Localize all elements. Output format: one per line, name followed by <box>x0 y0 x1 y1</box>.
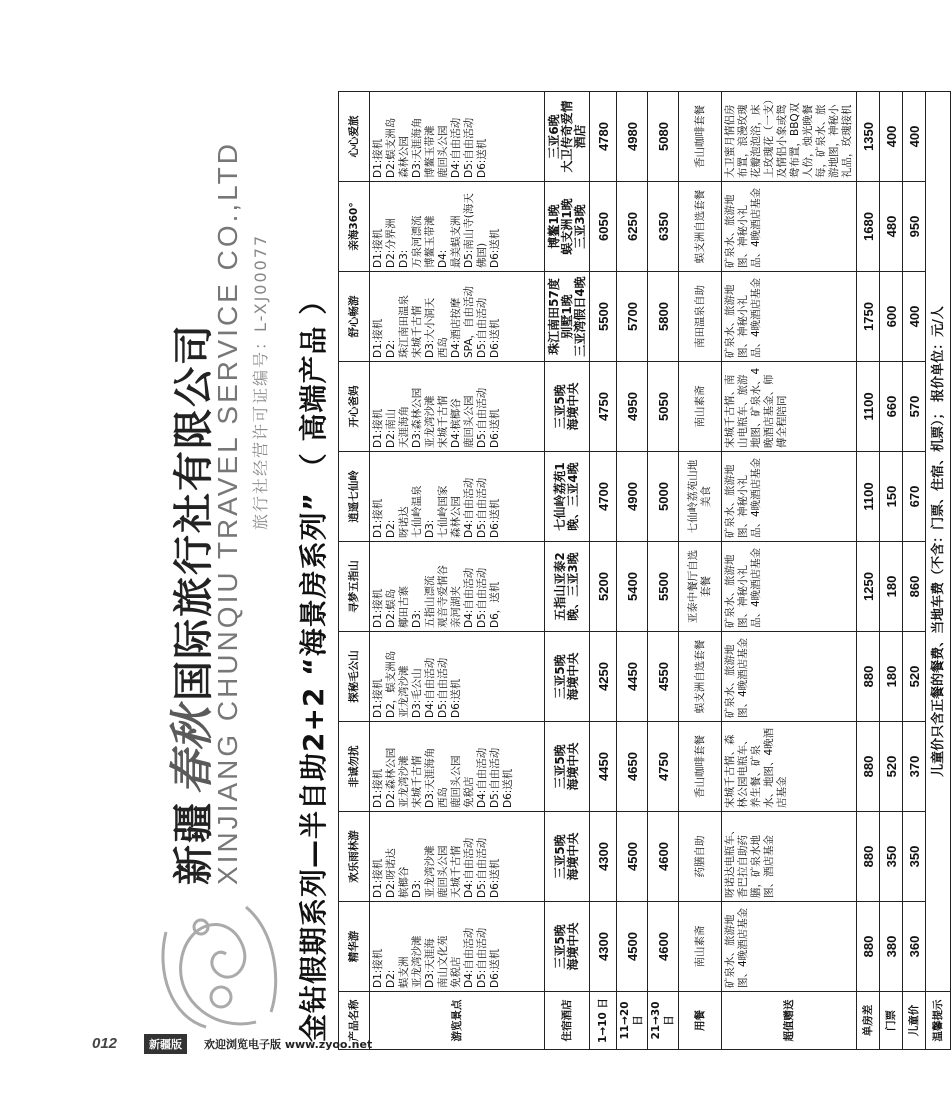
meal-row-cell: 南田温泉自助 <box>679 272 722 362</box>
hotel-row-cell <box>545 812 590 902</box>
ticket-row-cell: 520 <box>880 722 903 812</box>
itinerary-line: D1:接机 <box>372 228 384 268</box>
hotel-line: 七仙岭荔苑1晚、三亚4晚 <box>553 462 580 531</box>
itinerary-line: 呀诺达 <box>398 506 410 538</box>
gift-row-cell: 宋城千古情、森林公园电瓶车、养生餐、矿泉水、地图、4晚酒店基金 <box>722 722 857 812</box>
hotel-line: 博鳌1晚 <box>546 204 561 249</box>
company-name <box>156 323 220 885</box>
itinerary-line: 南山文化苑 <box>437 935 449 988</box>
itinerary-row-cell <box>370 542 545 632</box>
itinerary-line: D6:送机 <box>489 948 501 988</box>
itinerary-line: 珠江南田温泉 <box>398 295 410 358</box>
product-name-row <box>339 92 370 1050</box>
single-supplement-row-cell: 1350 <box>857 92 880 182</box>
product-name-row-cell: 精华游 <box>339 902 370 992</box>
price-row-d2-cell: 4450 <box>617 632 648 722</box>
hotel-row <box>545 92 590 1050</box>
itinerary-line: D1:接机 <box>372 858 384 898</box>
hotel-row-cell <box>545 362 590 452</box>
itinerary-line: D3: <box>411 609 423 628</box>
hotel-line: 五指山亚泰2晚、三亚3晚 <box>553 552 580 621</box>
child-price-row-cell: 570 <box>903 362 926 452</box>
price-row-d1-cell: 4250 <box>590 632 617 722</box>
itinerary-line: D1:接机 <box>372 768 384 808</box>
ticket-row-cell: 180 <box>880 632 903 722</box>
itinerary-line: D2:分界洲 <box>385 218 397 268</box>
hotel-line: 三亚5晚 <box>553 834 567 879</box>
itinerary-line: 五指山漂流 <box>424 575 436 628</box>
price-row-d1-cell: 6050 <box>590 182 617 272</box>
itinerary-row-cell <box>370 92 545 182</box>
single-supplement-row-cell: 880 <box>857 632 880 722</box>
itinerary-row-label: 游览景点 <box>370 992 545 1050</box>
itinerary-line: D1:接机 <box>372 498 384 538</box>
gift-row-cell: 矿泉水、旅游地图、神秘小礼品、4晚酒店基金 <box>722 182 857 272</box>
ticket-row-cell: 660 <box>880 362 903 452</box>
itinerary-line: D3:天涯海角 <box>424 747 436 808</box>
hotel-line: 海境中央 <box>566 832 580 881</box>
itinerary-line: D2:南山 <box>385 408 397 448</box>
meal-row-cell: 亚泰中餐厅自选套餐 <box>679 542 722 632</box>
price-row-d3-cell: 4600 <box>648 812 679 902</box>
child-price-row-cell: 520 <box>903 632 926 722</box>
price-row-d3-cell: 5050 <box>648 362 679 452</box>
meal-row-cell: 南山素斋 <box>679 902 722 992</box>
product-name-row-cell: 舒心畅游 <box>339 272 370 362</box>
price-row-d2-cell: 4980 <box>617 92 648 182</box>
itinerary-line: 椰田古寨 <box>398 586 410 628</box>
page-title: 金钻假期系列—半自助2+2 “海景房系列” （ 高端产品 ） <box>297 285 330 1042</box>
single-supplement-row-label: 单房差 <box>857 992 880 1050</box>
itinerary-line: D2，蜈支洲岛 <box>385 650 397 718</box>
hotel-line: 蜈支洲1晚 <box>559 198 574 255</box>
gift-row-cell: 矿泉水、旅游地图、神秘小礼品、4晚酒店基金 <box>722 542 857 632</box>
hotel-line: 三亚5晚 <box>553 654 567 699</box>
itinerary-line: D2: <box>385 519 397 538</box>
itinerary-line: D6，送机 <box>489 581 501 628</box>
gift-row-label: 超值赠送 <box>722 992 857 1050</box>
itinerary-line: D3: <box>411 879 423 898</box>
itinerary-line: 宋城千古情 <box>411 755 423 808</box>
itinerary-line: D4:自由活动 <box>463 837 475 898</box>
ticket-row-cell: 180 <box>880 542 903 632</box>
ticket-row-cell: 600 <box>880 272 903 362</box>
price-row-d3-cell: 6350 <box>648 182 679 272</box>
itinerary-line: 最美蜈支洲 <box>450 215 462 268</box>
itinerary-line: 宋城千古情 <box>411 305 423 358</box>
itinerary-line: 亚龙湾沙滩 <box>398 665 410 718</box>
itinerary-line: D1:接机 <box>372 678 384 718</box>
itinerary-line: 博鳌玉带滩 <box>424 215 436 268</box>
itinerary-line: D5:自由活动 <box>437 657 449 718</box>
gift-row-cell: 呀诺达电瓶车、香巴拉自助药膳，矿泉水地图、酒店基金 <box>722 812 857 902</box>
meal-row-cell: 蜈支洲自选套餐 <box>679 182 722 272</box>
price-row-d3-cell: 5080 <box>648 92 679 182</box>
single-supplement-row <box>857 92 880 1050</box>
itinerary-line: 万泉河漂流 <box>411 215 423 268</box>
itinerary-line: D2:蜈岛 <box>385 588 397 628</box>
child-price-row-label: 儿童价 <box>903 992 926 1050</box>
itinerary-row-cell <box>370 362 545 452</box>
itinerary-row-cell <box>370 452 545 542</box>
itinerary-line: 蜈支洲 <box>398 956 410 988</box>
price-row-d1-cell: 4700 <box>590 452 617 542</box>
itinerary-row-cell <box>370 632 545 722</box>
product-name-row-cell: 探秘毛公山 <box>339 632 370 722</box>
ticket-row-cell: 350 <box>880 812 903 902</box>
hotel-line: 三亚5晚 <box>553 744 567 789</box>
itinerary-row-cell <box>370 722 545 812</box>
price-row-d2-cell: 4900 <box>617 452 648 542</box>
price-row-d2-cell: 5700 <box>617 272 648 362</box>
ticket-row-cell: 150 <box>880 452 903 542</box>
itinerary-line: 免税店 <box>450 956 462 988</box>
price-row-d2 <box>617 92 648 1050</box>
price-row-d3-cell: 5500 <box>648 542 679 632</box>
gift-row-cell: 宋城千古情、南山电瓶车、旅游地图、矿泉水、4晚酒店基金、师傅全程陪同 <box>722 362 857 452</box>
itinerary-line: D6:送机 <box>489 408 501 448</box>
price-row-d2-cell: 4500 <box>617 902 648 992</box>
price-row-d3-cell: 4550 <box>648 632 679 722</box>
product-name-row-cell: 逍遥七仙岭 <box>339 452 370 542</box>
itinerary-line: 亚龙湾沙滩 <box>424 845 436 898</box>
hotel-row-label: 住宿酒店 <box>545 992 590 1050</box>
price-row-d1-cell: 4750 <box>590 362 617 452</box>
itinerary-line: 森林公园 <box>450 496 462 538</box>
hotel-row-cell <box>545 542 590 632</box>
itinerary-line: 鹿回头公园 <box>463 395 475 448</box>
single-supplement-row-cell: 1100 <box>857 362 880 452</box>
hotel-line: 三亚6晚 <box>546 114 561 159</box>
price-row-d1-cell: 5200 <box>590 542 617 632</box>
price-row-d2-cell: 6250 <box>617 182 648 272</box>
hotel-row-cell <box>545 92 590 182</box>
company-name-cn-prefix: 新疆 <box>171 801 217 885</box>
note-row-label: 温馨提示 <box>926 992 951 1050</box>
itinerary-line: D4:槟榔谷 <box>450 398 462 448</box>
itinerary-line: 西岛 <box>437 337 449 358</box>
brand-script: 春秋 <box>167 707 218 795</box>
itinerary-line: D3:天涯海 <box>424 938 436 988</box>
license-number: 旅行社经营许可证编号：L-XJ00077 <box>251 233 270 530</box>
itinerary-line: 宋城千古情 <box>437 395 449 448</box>
child-price-row-cell: 860 <box>903 542 926 632</box>
product-name-row-cell: 心心爱旅 <box>339 92 370 182</box>
itinerary-line: 天城千古情 <box>450 845 462 898</box>
product-name-row-cell: 开心爸妈 <box>339 362 370 452</box>
itinerary-line: D5:自由活动 <box>476 567 488 628</box>
itinerary-line: D5:自由活动 <box>476 927 488 988</box>
child-price-row-cell: 350 <box>903 812 926 902</box>
child-price-row-cell: 950 <box>903 182 926 272</box>
hotel-line: 三亚5晚 <box>553 384 567 429</box>
ticket-row-cell: 480 <box>880 182 903 272</box>
ticket-row-label: 门票 <box>880 992 903 1050</box>
product-name-row-label: 产品名称 <box>339 992 370 1050</box>
itinerary-line: D5:南山寺(海天佛国) <box>463 193 488 268</box>
meal-row-cell: 南山素斋 <box>679 362 722 452</box>
hotel-line: 三亚3晚 <box>572 204 587 249</box>
single-supplement-row-cell: 1250 <box>857 542 880 632</box>
itinerary-line: D3:大小洞天 <box>424 297 436 358</box>
hotel-line: 海境中央 <box>566 922 580 971</box>
child-price-row <box>903 92 926 1050</box>
meal-row-cell: 七仙岭荔苑山地美食 <box>679 452 722 542</box>
price-row-d3-cell: 5800 <box>648 272 679 362</box>
itinerary-line: D3:天涯海角 <box>411 117 423 178</box>
itinerary-line: D2:蜈支洲岛 <box>385 117 397 178</box>
price-row-d3-cell: 4750 <box>648 722 679 812</box>
hotel-row-cell <box>545 182 590 272</box>
itinerary-row-cell <box>370 272 545 362</box>
gift-row-cell: 矿泉水、旅游地图、4晚酒店基金 <box>722 632 857 722</box>
itinerary-line: D2:森林公园 <box>385 747 397 808</box>
meal-row-label: 用餐 <box>679 992 722 1050</box>
price-row-d1-label: 1→10 日 <box>590 992 617 1050</box>
itinerary-line: 西岛 <box>437 787 449 808</box>
single-supplement-row-cell: 880 <box>857 902 880 992</box>
price-row-d2-cell: 4950 <box>617 362 648 452</box>
itinerary-line: D4:酒店按摩 <box>450 297 462 358</box>
product-name-row-cell: 寻梦五指山 <box>339 542 370 632</box>
itinerary-line: 博鳌玉带滩 <box>424 125 436 178</box>
hotel-row-cell <box>545 722 590 812</box>
itinerary-line: D4:自由活动 <box>424 657 436 718</box>
price-row-d2-cell: 5400 <box>617 542 648 632</box>
itinerary-line: D4:自由活动 <box>450 117 462 178</box>
itinerary-line: 鹿回头公园 <box>437 845 449 898</box>
single-supplement-row-cell: 880 <box>857 812 880 902</box>
product-name-row-cell: 非诚勿扰 <box>339 722 370 812</box>
price-row-d2-cell: 4500 <box>617 812 648 902</box>
single-supplement-row-cell: 1680 <box>857 182 880 272</box>
itinerary-line: 观音寺爱情谷 <box>437 565 449 628</box>
itinerary-row <box>370 92 545 1050</box>
itinerary-line: D5:自由活动 <box>476 297 488 358</box>
meal-row-cell: 蜈支洲自选套餐 <box>679 632 722 722</box>
itinerary-line: D1:接机 <box>372 408 384 448</box>
itinerary-line: 鹿回头公园 <box>450 755 462 808</box>
itinerary-line: D1:接机 <box>372 318 384 358</box>
hotel-line: 海境中央 <box>566 382 580 431</box>
itinerary-line: D6:送机 <box>450 678 462 718</box>
price-row-d1-cell: 5500 <box>590 272 617 362</box>
page-number: 012 <box>92 1035 118 1052</box>
meal-row-cell: 香山咖啡套餐 <box>679 722 722 812</box>
child-price-row-cell: 400 <box>903 272 926 362</box>
itinerary-line: D3: <box>398 249 410 268</box>
price-row-d3-cell: 5000 <box>648 452 679 542</box>
product-name-row-cell: 欢乐雨林游 <box>339 812 370 902</box>
single-supplement-row-cell: 1100 <box>857 452 880 542</box>
itinerary-line: D4:自由活动 <box>463 927 475 988</box>
hotel-line: 海境中央 <box>566 652 580 701</box>
price-row-d3-cell: 4600 <box>648 902 679 992</box>
single-supplement-row-cell: 880 <box>857 722 880 812</box>
itinerary-row-cell <box>370 902 545 992</box>
child-price-row-cell: 670 <box>903 452 926 542</box>
itinerary-line: 天涯海角 <box>398 406 410 448</box>
hotel-line: 珠江南田57度别墅1晚 <box>546 278 574 355</box>
note-row <box>926 92 951 1050</box>
meal-row-cell: 药膳自助 <box>679 812 722 902</box>
price-row-d2-label: 11→20 日 <box>617 992 648 1050</box>
itinerary-line: D1:接机 <box>372 948 384 988</box>
child-price-row-cell: 400 <box>903 92 926 182</box>
itinerary-line: D6:送机 <box>502 768 514 808</box>
gift-row-cell: 矿泉水、旅游地图、神秘小礼品、4晚酒店基金 <box>722 452 857 542</box>
page-footer <box>92 1032 452 1058</box>
price-row-d1 <box>590 92 617 1050</box>
price-table <box>338 91 951 1050</box>
hotel-line: 海境中央 <box>566 742 580 791</box>
itinerary-line: D5:自由活动 <box>489 747 501 808</box>
itinerary-line: SPA，自由活动 <box>463 285 475 358</box>
itinerary-line: D3:毛公山 <box>411 668 423 718</box>
note-text: 儿童价只含正餐的餐费、当地车费（不含：门票、住宿、机票）； 报价单位：元/人 <box>926 92 951 992</box>
company-name-en: XINJIANG CHUNQIU TRAVEL SERVICE CO.,LTD <box>212 140 243 885</box>
price-row-d1-cell: 4450 <box>590 722 617 812</box>
decorative-swirl-logo <box>146 892 286 1042</box>
child-price-row-cell: 360 <box>903 902 926 992</box>
ticket-row <box>880 92 903 1050</box>
itinerary-row-cell <box>370 812 545 902</box>
itinerary-line: 免税店 <box>463 776 475 808</box>
itinerary-line: D1:接机 <box>372 588 384 628</box>
company-name-cn: 国际旅行社有限公司 <box>171 323 217 701</box>
edition-tag: 新疆版 <box>144 1034 187 1054</box>
itinerary-line: D2:呀诺达 <box>385 848 397 898</box>
price-row-d3 <box>648 92 679 1050</box>
hotel-line: 大卫传奇爱情酒店 <box>559 100 587 173</box>
itinerary-line: D1:接机 <box>372 138 384 178</box>
gift-row <box>722 92 857 1050</box>
itinerary-line: D3: <box>424 519 436 538</box>
itinerary-line: 七仙岭国家 <box>437 485 449 538</box>
website-text: 欢迎浏览电子版 www.zyoo.net <box>204 1038 373 1051</box>
price-row-d1-cell: 4780 <box>590 92 617 182</box>
itinerary-line: D4: <box>437 249 449 268</box>
hotel-row-cell <box>545 452 590 542</box>
itinerary-line: D5:自由活动 <box>463 117 475 178</box>
ticket-row-cell: 380 <box>880 902 903 992</box>
price-row-d2-cell: 4650 <box>617 722 648 812</box>
hotel-line: 三亚湾假日4晚 <box>572 276 587 357</box>
itinerary-line: D4:自由活动 <box>463 477 475 538</box>
itinerary-line: D6:送机 <box>476 138 488 178</box>
itinerary-line: 亚龙湾沙滩 <box>411 935 423 988</box>
itinerary-line: D4:自由活动 <box>463 567 475 628</box>
company-header <box>140 90 290 1050</box>
itinerary-line: D6:送机 <box>489 228 501 268</box>
itinerary-line: D6:送机 <box>489 318 501 358</box>
single-supplement-row-cell: 1750 <box>857 272 880 362</box>
hotel-line: 三亚5晚 <box>553 924 567 969</box>
itinerary-line: D4:自由活动 <box>476 747 488 808</box>
hotel-row-cell <box>545 632 590 722</box>
gift-row-cell: 矿泉水、旅游地图、神秘小礼品、4晚酒店基金 <box>722 272 857 362</box>
itinerary-line: D3:森林公园 <box>411 387 423 448</box>
hotel-row-cell <box>545 272 590 362</box>
price-row-d3-label: 21→30 日 <box>648 992 679 1050</box>
itinerary-line: 槟榔谷 <box>398 866 410 898</box>
itinerary-line: 鹿回头公园 <box>437 125 449 178</box>
itinerary-line: D2: <box>385 969 397 988</box>
rotated-brochure-page <box>140 90 946 1050</box>
itinerary-line: D5:自由活动 <box>476 387 488 448</box>
price-row-d1-cell: 4300 <box>590 902 617 992</box>
itinerary-line: 森林公园 <box>398 136 410 178</box>
meal-row-cell: 香山咖啡套餐 <box>679 92 722 182</box>
itinerary-line: 亲河湖夹 <box>450 586 462 628</box>
itinerary-line: D6:送机 <box>489 858 501 898</box>
itinerary-line: 亚龙湾沙滩 <box>398 755 410 808</box>
gift-row-cell: 大卫蜜月情侣房布置，浪漫玫瑰花瓣泡泡浴，床上玫瑰花（一支）及情侣小象或鸳鸯布置，BBQ双人份，烛光晚餐每，矿泉水、旅游地图，神秘小礼品，玫瑰接机 <box>722 92 857 182</box>
ticket-row-cell: 400 <box>880 92 903 182</box>
itinerary-line: D5:自由活动 <box>476 477 488 538</box>
itinerary-line: D6:送机 <box>489 498 501 538</box>
meal-row <box>679 92 722 1050</box>
child-price-row-cell: 370 <box>903 722 926 812</box>
itinerary-line: 七仙岭温泉 <box>411 485 423 538</box>
product-name-row-cell: 亲海360° <box>339 182 370 272</box>
itinerary-row-cell <box>370 182 545 272</box>
itinerary-line: D5:自由活动 <box>476 837 488 898</box>
itinerary-line: 亚龙湾沙滩 <box>424 395 436 448</box>
price-row-d1-cell: 4300 <box>590 812 617 902</box>
itinerary-line: D2: <box>385 339 397 358</box>
gift-row-cell: 矿泉水、旅游地图、4晚酒店基金 <box>722 902 857 992</box>
hotel-row-cell <box>545 902 590 992</box>
